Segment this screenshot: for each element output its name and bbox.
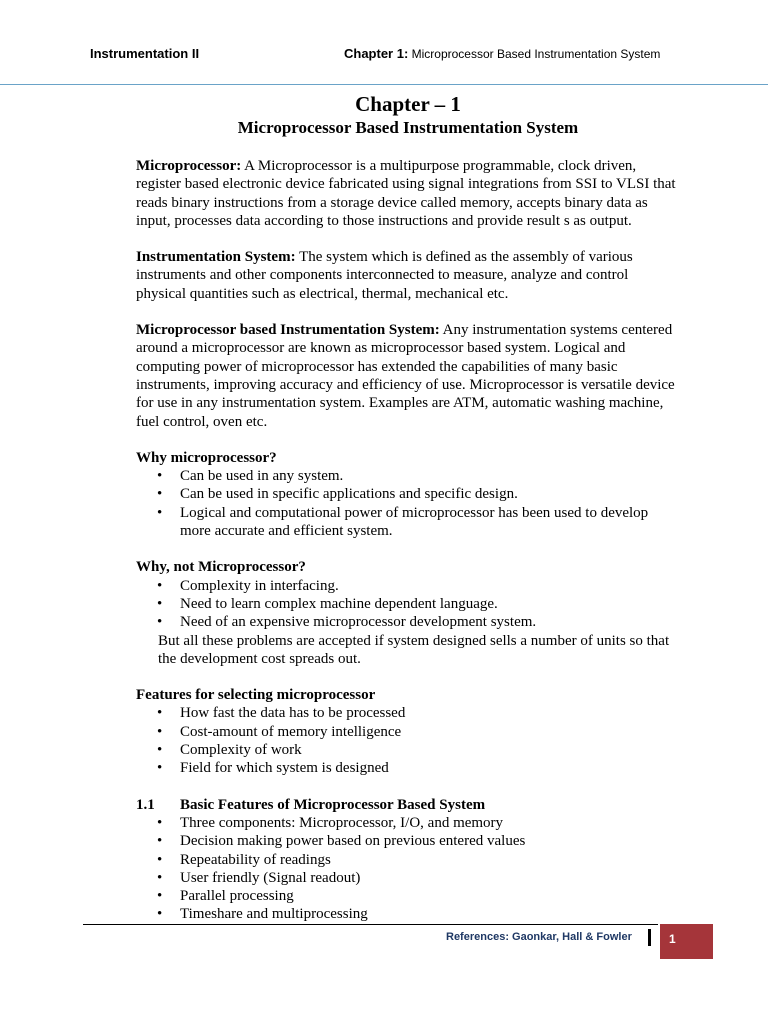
header-chapter-title <box>344 46 660 61</box>
list-item: • Need of an expensive microprocessor development system. <box>180 613 680 631</box>
footer-rule <box>83 924 658 925</box>
features-heading: Features for selecting microprocessor <box>136 687 376 704</box>
page-header <box>0 0 768 85</box>
why-heading: Why microprocessor? <box>136 449 277 466</box>
chapter-subtitle: Microprocessor Based Instrumentation System <box>237 118 579 137</box>
definition-text: Any instrumentation systems centered around a microprocessor are known as microprocessor based system. Logical and computing power of microprocessor has extended the capabilities of many basic instruments, improving accuracy and efficiency of use. Microprocessor is versatile device for use in any instrumentation system. Examples are ATM, automatic washing machine, fuel control, oven etc. <box>136 322 675 430</box>
list-item: • Field for which system is designed <box>180 759 680 777</box>
page-number-box <box>660 924 713 959</box>
list-item: • Can be used in any system. <box>180 467 680 485</box>
list-item: • Can be used in specific applications and specific design. <box>180 485 680 503</box>
list-item: • How fast the data has to be processed <box>180 704 680 722</box>
section-number: 1.1 <box>136 796 155 813</box>
header-chapter-name: Microprocessor Based Instrumentation System <box>408 47 661 61</box>
page-body <box>136 92 680 924</box>
list-item: • Timeshare and multiprocessing <box>180 905 680 923</box>
definition-text: A Microprocessor is a multipurpose programmable, clock driven, register based electronic device fabricated using signal integrations from SSI to VLSI that reads binary instructions from a storage device called memory, accepts binary data as input, processes data according to those instructions and provide result s as output. <box>136 158 676 229</box>
definition-term: Microprocessor based Instrumentation System: <box>136 322 440 339</box>
definition-instrumentation-system <box>136 248 680 303</box>
header-course-title: Instrumentation II <box>90 46 200 61</box>
list-item: • Parallel processing <box>180 887 680 905</box>
definition-microprocessor <box>136 157 680 230</box>
definition-microprocessor-based-system <box>136 321 680 431</box>
why-not-note: But all these problems are accepted if system designed sells a number of units so that the development cost spreads out. <box>158 632 670 667</box>
why-not-heading: Why, not Microprocessor? <box>136 559 306 576</box>
footer-divider <box>648 929 651 946</box>
list-item: • Cost-amount of memory intelligence <box>180 723 680 741</box>
list-item: • Need to learn complex machine dependent language. <box>180 595 680 613</box>
list-item: • Complexity of work <box>180 741 680 759</box>
footer-references: References: Gaonkar, Hall & Fowler <box>446 931 632 943</box>
why-list <box>136 467 680 540</box>
section-heading <box>136 796 680 814</box>
header-chapter-label: Chapter 1: <box>344 46 409 61</box>
chapter-title: Chapter – 1 <box>355 92 461 116</box>
list-item: • Repeatability of readings <box>180 851 680 869</box>
list-item: • Decision making power based on previous entered values <box>180 832 680 850</box>
features-list <box>136 704 680 777</box>
list-item: • Logical and computational power of microprocessor has been used to develop more accurate and efficient system. <box>180 504 680 541</box>
section-title: Basic Features of Microprocessor Based System <box>180 796 486 813</box>
why-not-list <box>136 577 680 632</box>
list-item: • Complexity in interfacing. <box>180 577 680 595</box>
definition-text: The system which is defined as the assembly of various instruments and other components interconnected to measure, analyze and control physical quantities such as electrical, thermal, mechanical etc. <box>136 249 633 302</box>
list-item: • User friendly (Signal readout) <box>180 869 680 887</box>
section-list <box>136 814 680 924</box>
definition-term: Instrumentation System: <box>136 249 296 266</box>
definition-term: Microprocessor: <box>136 158 242 174</box>
list-item: • Three components: Microprocessor, I/O, and memory <box>180 814 680 832</box>
page-number: 1 <box>669 932 676 946</box>
